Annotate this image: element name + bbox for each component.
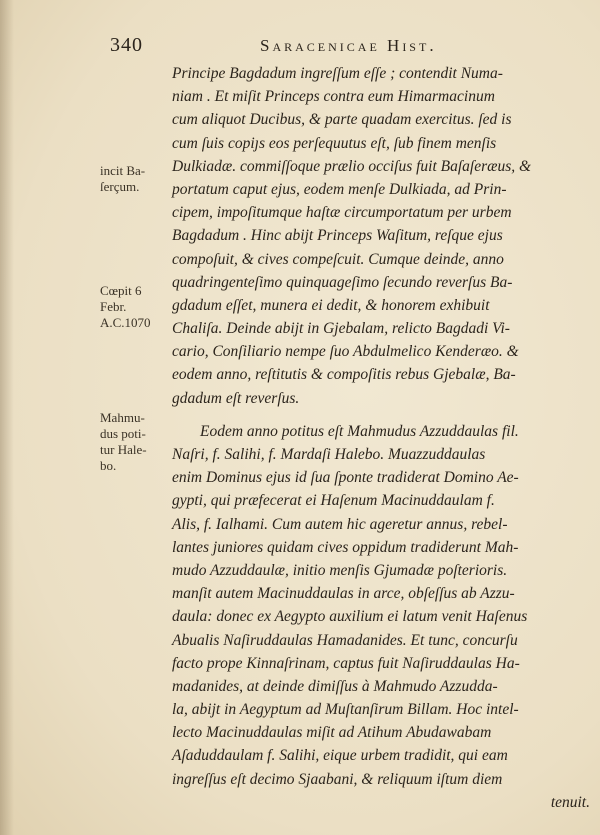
margin-note-line: bo.: [100, 458, 117, 473]
margin-note-incit: [100, 163, 145, 195]
text-line: Aſaduddaulam f. Salihi, eique urbem tradidit, qui eam: [172, 747, 508, 765]
text-line: portatum caput ejus, eodem menſe Dulkiada, ad Prin-: [172, 180, 507, 198]
text-line: ingreſſus eſt decimo Sjaabani, & reliquum iſtum diem: [172, 770, 503, 788]
text-line: Chaliſa. Deinde abijt in Gjebalam, relicto Bagdadi Vi-: [172, 320, 510, 338]
margin-note-line: A.C.1070: [100, 315, 151, 330]
text-line: Abualis Naſiruddaulas Hamadanides. Et tunc, concurſu: [172, 631, 518, 649]
text-line: madanides, at deinde dimiſſus à Mahmudo Azzudda-: [172, 677, 498, 695]
text-line: facto prope Kinnaſrinam, captus fuit Naſiruddaulas Ha-: [172, 654, 520, 672]
margin-note-date: [100, 283, 151, 331]
text-line: cum aliquot Ducibus, & parte quadam exercitus. ſed is: [172, 111, 512, 129]
page-number: 340: [110, 34, 143, 56]
margin-note-mahmudus: [100, 410, 147, 474]
margin-note-line: tur Hale-: [100, 442, 147, 457]
text-line: cipem, impoſitumque haſtæ circumportatum per urbem: [172, 204, 512, 222]
text-line: la, abijt in Aegyptum ad Muſtanſirum Billam. Hoc intel-: [172, 701, 519, 719]
text-line: tenuit.: [550, 793, 590, 811]
text-line: manſit autem Macinuddaulas in arce, obſeſſus ab Azzu-: [172, 585, 515, 603]
text-line: Dulkiadæ. commiſſoque prælio occiſus fuit Baſaſeræus, &: [172, 157, 532, 175]
text-line: gdadum eſt reverſus.: [172, 389, 300, 407]
paragraph-1: [172, 62, 590, 410]
text-line: daula: donec ex Aegypto auxilium ei latum venit Haſenus: [172, 608, 528, 626]
text-line: cum ſuis copiȷs eos perſequutus eſt, ſub finem menſis: [172, 134, 497, 152]
text-line: Eodem anno potitus eſt Mahmudus Azzuddaulas fil.: [200, 422, 519, 440]
text-line: Naſri, f. Salihi, f. Mardaſi Halebo. Muazzuddaulas: [172, 446, 486, 463]
text-line: cario, Conſiliario nempe ſuo Abdulmelico Kenderæo. &: [172, 343, 519, 361]
text-line: gypti, qui præfecerat ei Haſenum Macinuddaulam f.: [172, 492, 495, 510]
paragraph-gap: [172, 410, 590, 420]
margin-note-line: Cœpit 6: [100, 283, 142, 298]
text-line: niam . Et miſit Princeps contra eum Himarmacinum: [172, 88, 495, 106]
margin-note-line: Febr.: [100, 299, 127, 314]
margin-note-line: dus poti-: [100, 426, 146, 441]
text-line: eodem anno, reſtitutis & compoſitis rebus Gjebalæ, Ba-: [172, 366, 516, 384]
page-header: [110, 34, 580, 60]
text-line: Principe Bagdadum ingreſſum eſſe ; contendit Numa-: [172, 65, 503, 82]
text-line: compoſuit, & cives compeſcuit. Cumque deinde, anno: [172, 250, 504, 268]
text-line: lecto Macinuddaulas miſit ad Atihum Abudawabam: [172, 724, 492, 742]
gutter-shadow: [0, 0, 14, 835]
margin-note-line: ſerçum.: [100, 179, 140, 194]
margin-note-line: incit Ba-: [100, 163, 146, 178]
body-text: [172, 62, 590, 814]
text-line: quadringenteſimo quinquageſimo ſecundo reverſus Ba-: [172, 273, 513, 291]
text-line: Bagdadum . Hinc abijt Princeps Waſitum, reſque ejus: [172, 227, 503, 245]
running-head: Saracenicae Hist.: [260, 36, 437, 55]
text-line: mudo Azzuddaulæ, initio menſis Gjumadæ poſterioris.: [172, 561, 508, 579]
margin-note-line: Mahmu-: [100, 410, 145, 425]
text-line: lantes juniores quidam cives oppidum tradiderunt Mah-: [172, 538, 519, 556]
text-line: gdadum eſſet, munera ei dedit, & honorem exhibuit: [172, 296, 490, 314]
paragraph-2: [172, 420, 590, 814]
text-line: enim Dominus ejus id ſua ſponte tradiderat Domino Ae-: [172, 469, 519, 487]
text-line: Alis, f. Ialhami. Cum autem hic ageretur annus, rebel-: [172, 515, 508, 533]
